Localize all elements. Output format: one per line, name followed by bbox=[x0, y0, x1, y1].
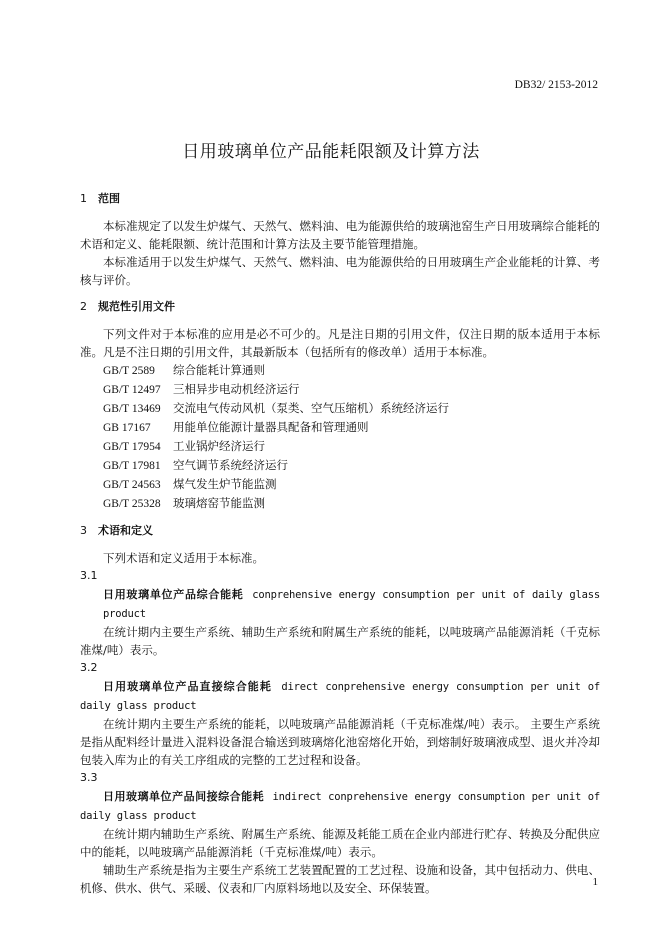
paragraph: 下列术语和定义适用于本标准。 bbox=[103, 551, 264, 565]
reference-title: 煤气发生炉节能监测 bbox=[173, 477, 277, 491]
reference-item bbox=[80, 437, 600, 456]
section-number: 2 bbox=[80, 300, 87, 313]
term-heading bbox=[80, 585, 600, 623]
reference-item bbox=[80, 380, 600, 399]
reference-item bbox=[80, 494, 600, 513]
paragraph: 在统计期内主要生产系统、辅助生产系统和附属生产系统的能耗，以吨玻璃产品能源消耗（千克标准煤/吨）表示。 bbox=[80, 625, 600, 657]
reference-title: 空气调节系统经济运行 bbox=[173, 458, 288, 472]
term-heading bbox=[80, 787, 600, 825]
paragraph: 在统计期内主要生产系统的能耗，以吨玻璃产品能源消耗（千克标准煤/吨）表示。 主要生产系统是指从配料经计量进入混料设备混合输送到玻璃熔化池窑熔化开始，到熔制好玻璃液成型、退火并冷却包装入库为止的有关工序组成的完整的工艺过程和设备。 bbox=[80, 717, 600, 767]
reference-item bbox=[80, 475, 600, 494]
reference-code: GB/T 2589 bbox=[103, 365, 155, 377]
reference-title: 交流电气传动风机（泵类、空气压缩机）系统经济运行 bbox=[173, 401, 449, 415]
reference-item bbox=[80, 361, 600, 380]
term-number: 3.2 bbox=[80, 661, 98, 674]
term-zh: 日用玻璃单位产品综合能耗 bbox=[103, 588, 244, 601]
reference-list bbox=[80, 361, 600, 513]
term-en: direct conprehensive energy consumption per unit of daily glass product bbox=[80, 681, 601, 712]
paragraph: 本标准适用于以发生炉煤气、天然气、燃料油、电为能源供给的日用玻璃生产企业能耗的计算、考核与评价。 bbox=[80, 255, 600, 287]
reference-item bbox=[80, 399, 600, 418]
paragraph: 辅助生产系统是指为主要生产系统工艺装置配置的工艺过程、设施和设备，其中包括动力、供电、机修、供水、供气、采暖、仪表和厂内原料场地以及安全、环保装置。 bbox=[80, 863, 600, 895]
reference-title: 用能单位能源计量器具配备和管理通则 bbox=[173, 420, 369, 434]
reference-code: GB/T 12497 bbox=[103, 384, 161, 396]
reference-code: GB/T 17954 bbox=[103, 441, 161, 453]
section-number: 3 bbox=[80, 524, 87, 537]
reference-title: 综合能耗计算通则 bbox=[173, 363, 265, 377]
document-body bbox=[80, 190, 600, 897]
section-title: 术语和定义 bbox=[98, 524, 153, 537]
reference-item bbox=[80, 418, 600, 437]
doc-code: DB32/ 2153-2012 bbox=[514, 79, 598, 91]
reference-item bbox=[80, 456, 600, 475]
paragraph: 本标准规定了以发生炉煤气、天然气、燃料油、电为能源供给的玻璃池窑生产日用玻璃综合能耗的术语和定义、能耗限额、统计范围和计算方法及主要节能管理措施。 bbox=[80, 219, 600, 251]
section-heading-1 bbox=[80, 190, 600, 208]
reference-title: 三相异步电动机经济运行 bbox=[173, 382, 300, 396]
term-number: 3.3 bbox=[80, 771, 98, 784]
term-en: conprehensive energy consumption per unit of daily glass product bbox=[103, 589, 600, 620]
term-number: 3.1 bbox=[80, 569, 98, 582]
reference-code: GB 17167 bbox=[103, 422, 151, 434]
section-number: 1 bbox=[80, 192, 87, 205]
section-title: 范围 bbox=[98, 192, 120, 205]
term-en: indirect conprehensive energy consumption per unit of daily glass product bbox=[80, 791, 601, 822]
term-heading bbox=[80, 677, 600, 715]
reference-title: 工业锅炉经济运行 bbox=[173, 439, 265, 453]
reference-code: GB/T 17981 bbox=[103, 460, 161, 472]
paragraph: 在统计期内辅助生产系统、附属生产系统、能源及耗能工质在企业内部进行贮存、转换及分配供应中的能耗，以吨玻璃产品能源消耗（千克标准煤/吨）表示。 bbox=[80, 827, 600, 859]
reference-title: 玻璃熔窑节能监测 bbox=[173, 496, 265, 510]
reference-code: GB/T 13469 bbox=[103, 403, 161, 415]
reference-code: GB/T 24563 bbox=[103, 479, 161, 491]
page-title: 日用玻璃单位产品能耗限额及计算方法 bbox=[182, 142, 480, 162]
section-title: 规范性引用文件 bbox=[98, 300, 175, 313]
section-heading-3 bbox=[80, 522, 600, 540]
section-heading-2 bbox=[80, 298, 600, 316]
term-zh: 日用玻璃单位产品间接综合能耗 bbox=[103, 790, 265, 803]
paragraph: 下列文件对于本标准的应用是必不可少的。凡是注日期的引用文件，仅注日期的版本适用于本标准。凡是不注日期的引用文件，其最新版本（包括所有的修改单）适用于本标准。 bbox=[80, 327, 600, 359]
reference-code: GB/T 25328 bbox=[103, 498, 161, 510]
page-number: 1 bbox=[592, 876, 598, 888]
term-zh: 日用玻璃单位产品直接综合能耗 bbox=[103, 680, 272, 693]
